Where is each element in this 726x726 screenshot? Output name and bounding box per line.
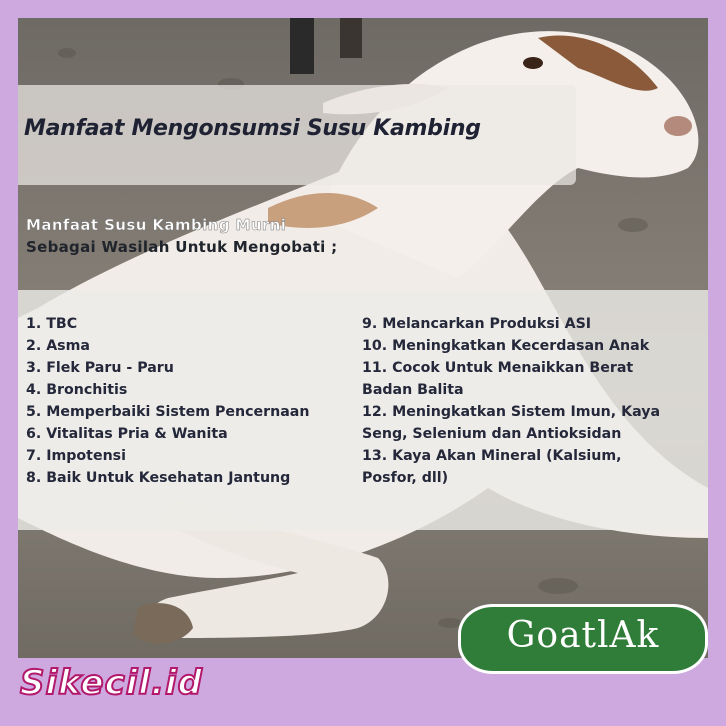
list-item: 4. Bronchitis [26, 382, 128, 398]
brand-watermark: Sikecil.id [20, 663, 203, 703]
list-item: 1. TBC [26, 316, 78, 332]
goatlak-logo [458, 604, 708, 674]
background-goat-leg [290, 18, 314, 74]
logo-text: GoatlAk [506, 615, 660, 656]
list-item: Seng, Selenium dan Antioksidan [362, 426, 622, 442]
list-item: 8. Baik Untuk Kesehatan Jantung [26, 470, 291, 486]
poster-title: Manfaat Mengonsumsi Susu Kambing [24, 116, 481, 141]
list-item: 6. Vitalitas Pria & Wanita [26, 426, 228, 442]
list-item: 7. Impotensi [26, 448, 126, 464]
list-item: 2. Asma [26, 338, 90, 354]
goat-eye [523, 57, 543, 69]
list-item: 11. Cocok Untuk Menaikkan Berat [362, 360, 634, 376]
goat-nose [664, 116, 692, 136]
benefits-list-right [362, 313, 704, 489]
list-item: 9. Melancarkan Produksi ASI [362, 316, 592, 332]
list-item: 12. Meningkatkan Sistem Imun, Kaya [362, 404, 661, 420]
background-goat-leg [340, 18, 362, 58]
subtitle-line-1: Manfaat Susu Kambing Murni [26, 216, 287, 234]
list-item: 3. Flek Paru - Paru [26, 360, 174, 376]
list-item: 13. Kaya Akan Mineral (Kalsium, [362, 448, 622, 464]
list-item: 5. Memperbaiki Sistem Pencernaan [26, 404, 310, 420]
list-item: Posfor, dll) [362, 470, 449, 486]
list-item: 10. Meningkatkan Kecerdasan Anak [362, 338, 650, 354]
subtitle-line-2: Sebagai Wasilah Untuk Mengobati ; [26, 238, 338, 256]
list-item: Badan Balita [362, 382, 464, 398]
benefits-list-left [26, 313, 356, 489]
